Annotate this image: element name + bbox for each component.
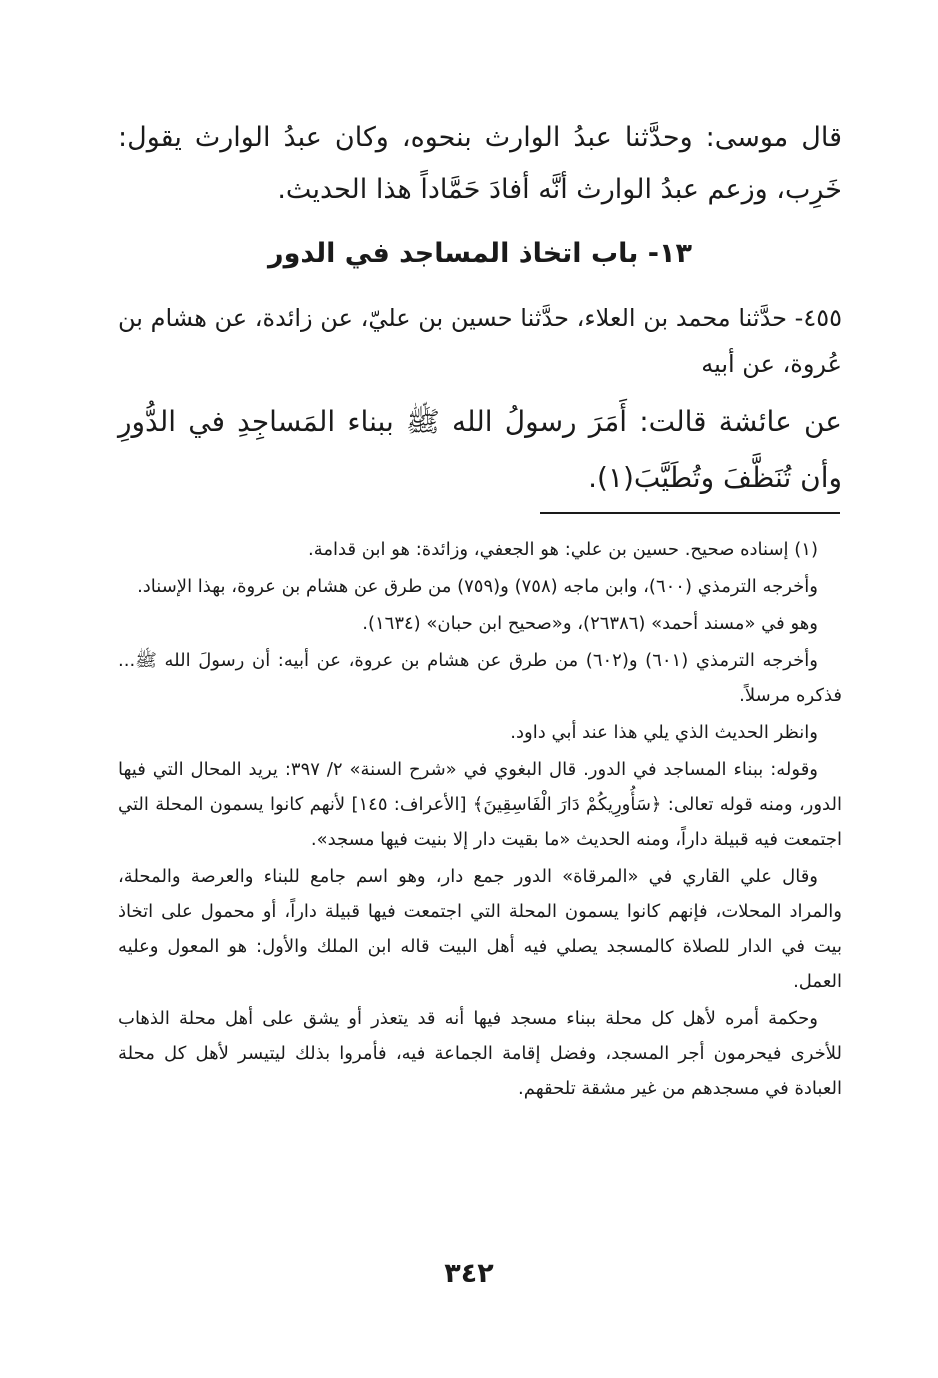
footnote-paragraph: وانظر الحديث الذي يلي هذا عند أبي داود. [510, 722, 818, 743]
hadith-matn: عن عائشة قالت: أَمَرَ رسولُ الله ﷺ ببناء المَساجِدِ في الدُّورِ وأن تُنَظَّفَ وتُطَيَّبَ(١). [118, 405, 842, 494]
chapter-heading: ١٣- باب اتخاذ المساجد في الدور [268, 238, 692, 269]
footnote-paragraph: وقوله: ببناء المساجد في الدور. قال البغوي في «شرح السنة» ٢/ ٣٩٧: يريد المحال التي فيها الدور، ومنه قوله تعالى: ﴿سَأُورِيكُمْ دَارَ الْفَاسِقِينَ﴾ [الأعراف: ١٤٥] لأنهم كانوا يسمون المحلة التي اجتمعت فيه قبيلة داراً، ومنه الحديث «ما بقيت دار إلا بنيت فيها مسجد». [118, 759, 842, 850]
footnote-paragraph: وهو في «مسند أحمد» (٢٦٣٨٦)، و«صحيح ابن حبان» (١٦٣٤). [362, 613, 818, 634]
footnote-paragraph: وأخرجه الترمذي (٦٠٠)، وابن ماجه (٧٥٨) و(٧٥٩) من طرق عن هشام بن عروة، بهذا الإسناد. [137, 576, 818, 597]
hadith-isnad: ٤٥٥- حدَّثنا محمد بن العلاء، حدَّثنا حسين بن عليّ، عن زائدة، عن هشام بن عُروة، عن أبيه [118, 304, 842, 378]
footnote-paragraph: وأخرجه الترمذي (٦٠١) و(٦٠٢) من طرق عن هشام بن عروة، عن أبيه: أن رسولَ الله ﷺ... فذكره مرسلاً. [118, 650, 842, 706]
page-number: ٣٤٢ [444, 1258, 494, 1289]
footnote-paragraph: وقال علي القاري في «المرقاة» الدور جمع دار، وهو اسم جامع للبناء والعرصة والمحلة، والمراد المحلات، فإنهم كانوا يسمون المحلة التي اجتمعت فيها قبيلة داراً، أو محمول على اتخاذ بيت في الدار للصلاة كالمسجد يصلي فيه أهل البيت قاله ابن الملك والأول: هو المعول وعليه العمل. [118, 866, 842, 992]
footnote-paragraph: (١) إسناده صحيح. حسين بن علي: هو الجعفي، وزائدة: هو ابن قدامة. [308, 539, 818, 560]
footnote-divider [540, 512, 840, 514]
footnotes-section [118, 532, 842, 1108]
main-paragraph-1: قال موسى: وحدَّثنا عبدُ الوارث بنحوه، وكان عبدُ الوارث يقول: خَرِب، وزعم عبدُ الوارث أنَّه أفادَ حَمَّاداً هذا الحديث. [118, 122, 842, 205]
footnote-paragraph: وحكمة أمره لأهل كل محلة ببناء مسجد فيها أنه قد يتعذر أو يشق على أهل محلة الذهاب للأخرى فيحرمون أجر المسجد، وفضل إقامة الجماعة فيه، فأمروا بذلك ليتيسر لأهل كل محلة العبادة في مسجدهم من غير مشقة تلحقهم. [118, 1008, 842, 1099]
